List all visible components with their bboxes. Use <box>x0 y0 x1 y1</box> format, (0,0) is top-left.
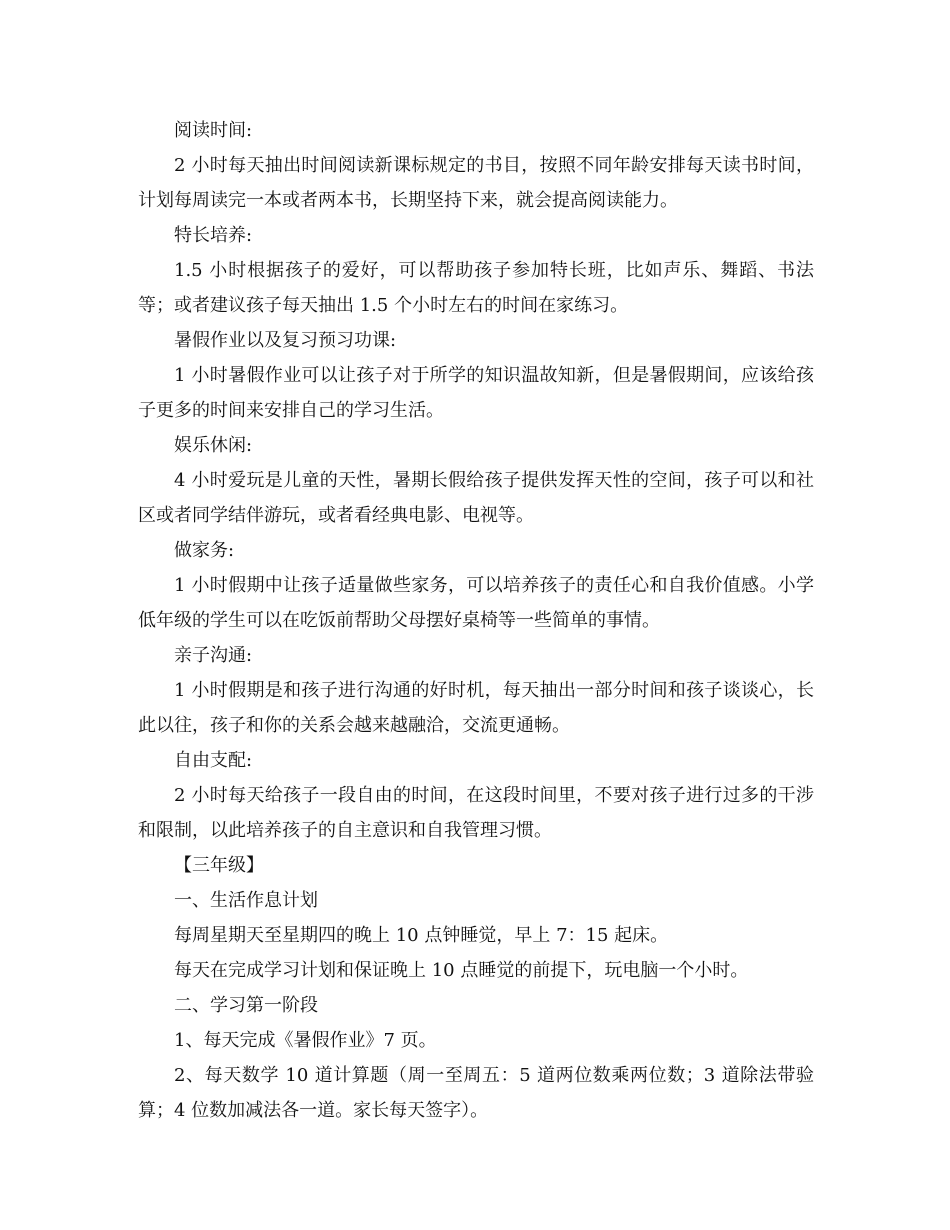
document-body <box>138 113 814 1128</box>
paragraph-reading-time: 2 小时每天抽出时间阅读新课标规定的书目，按照不同年龄安排每天读书时间，计划每周读完一本或者两本书，长期坚持下来，就会提高阅读能力。 <box>138 155 814 211</box>
list-item-summer-homework: 1、每天完成《暑假作业》7 页。 <box>174 1030 437 1051</box>
paragraph-leisure: 4 小时爱玩是儿童的天性，暑期长假给孩子提供发挥天性的空间，孩子可以和社区或者同学结伴游玩，或者看经典电影、电视等。 <box>138 470 814 526</box>
section-heading-study-phase-one: 二、学习第一阶段 <box>174 995 318 1016</box>
paragraph-computer-time: 每天在完成学习计划和保证晚上 10 点睡觉的前提下，玩电脑一个小时。 <box>174 960 749 981</box>
section-heading-leisure: 娱乐休闲: <box>174 435 253 456</box>
paragraph-talent: 1.5 小时根据孩子的爱好，可以帮助孩子参加特长班，比如声乐、舞蹈、书法等；或者建议孩子每天抽出 1.5 个小时左右的时间在家练习。 <box>138 260 814 316</box>
paragraph-communication: 1 小时假期是和孩子进行沟通的好时机，每天抽出一部分时间和孩子谈谈心，长此以往，孩子和你的关系会越来越融洽，交流更通畅。 <box>138 680 814 736</box>
list-item-math-exercises: 2、每天数学 10 道计算题（周一至周五：5 道两位数乘两位数；3 道除法带验算；4 位数加减法各一道。家长每天签字）。 <box>138 1065 814 1121</box>
section-heading-daily-schedule: 一、生活作息计划 <box>174 890 318 911</box>
grade-heading: 【三年级】 <box>174 855 264 876</box>
section-heading-reading-time: 阅读时间: <box>174 120 253 141</box>
section-heading-communication: 亲子沟通: <box>174 645 253 666</box>
paragraph-homework: 1 小时暑假作业可以让孩子对于所学的知识温故知新，但是暑假期间，应该给孩子更多的时间来安排自己的学习生活。 <box>138 365 814 421</box>
section-heading-talent: 特长培养: <box>174 225 253 246</box>
section-heading-chores: 做家务: <box>174 540 235 561</box>
paragraph-sleep-schedule: 每周星期天至星期四的晚上 10 点钟睡觉，早上 7：15 起床。 <box>174 925 669 946</box>
paragraph-free-time: 2 小时每天给孩子一段自由的时间，在这段时间里，不要对孩子进行过多的干涉和限制，以此培养孩子的自主意识和自我管理习惯。 <box>138 785 814 841</box>
paragraph-chores: 1 小时假期中让孩子适量做些家务，可以培养孩子的责任心和自我价值感。小学低年级的学生可以在吃饭前帮助父母摆好桌椅等一些简单的事情。 <box>138 575 814 631</box>
section-heading-homework: 暑假作业以及复习预习功课: <box>174 330 397 351</box>
section-heading-free-time: 自由支配: <box>174 750 253 771</box>
